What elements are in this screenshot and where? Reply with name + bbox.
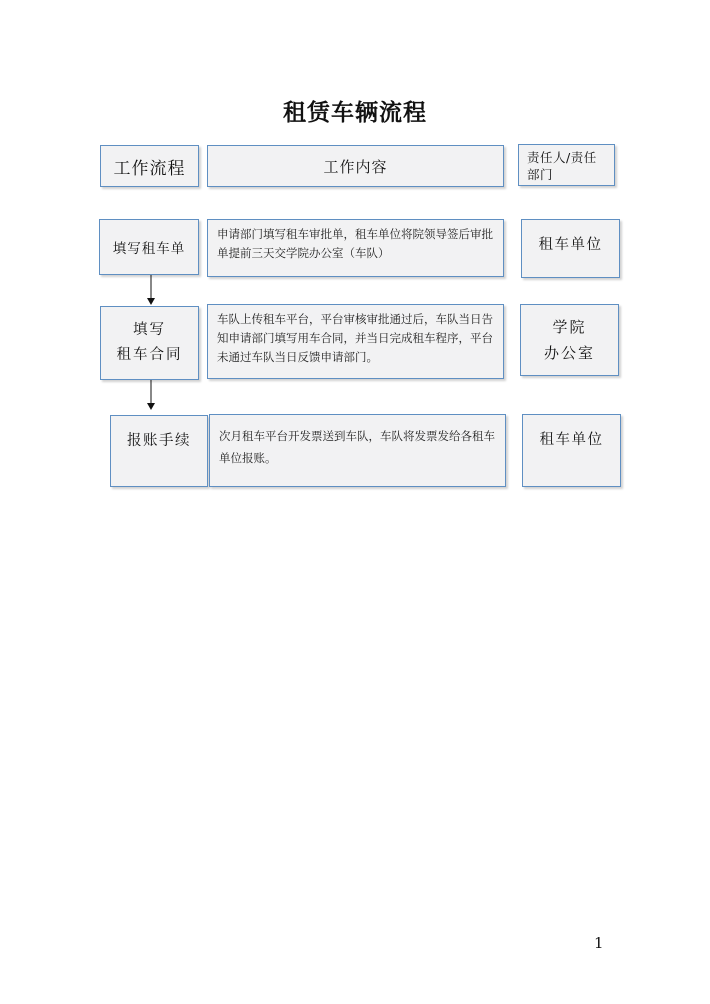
header-workflow: 工作流程 xyxy=(100,145,199,187)
header-responsible: 责任人/责任部门 xyxy=(518,144,615,186)
header-work-content: 工作内容 xyxy=(207,145,504,187)
step-label-line1: 填写 xyxy=(133,322,166,338)
flow-arrow-2 xyxy=(144,380,158,412)
step-fill-rental-form: 填写租车单 xyxy=(99,219,199,275)
page-title: 租赁车辆流程 xyxy=(283,99,427,126)
step-label-line2: 租车合同 xyxy=(116,347,183,363)
page-number: 1 xyxy=(594,934,604,952)
content-fill-rental-contract: 车队上传租车平台，平台审核审批通过后，车队当日告知申请部门填写用车合同，并当日完成租车程序，平台未通过车队当日反馈申请部门。 xyxy=(207,304,504,379)
content-fill-rental-form: 申请部门填写租车审批单，租车单位将院领导签后审批单提前三天交学院办公室（车队） xyxy=(207,219,504,277)
flow-arrow-1 xyxy=(144,275,158,307)
responsible-rental-unit-1: 租车单位 xyxy=(521,219,620,278)
responsible-rental-unit-2: 租车单位 xyxy=(522,414,621,487)
step-fill-rental-contract xyxy=(100,306,199,380)
responsible-college-office xyxy=(520,304,619,376)
content-reimbursement: 次月租车平台开发票送到车队，车队将发票发给各租车单位报账。 xyxy=(209,414,506,487)
step-reimbursement: 报账手续 xyxy=(110,415,208,487)
responsible-line2: 办公室 xyxy=(543,344,595,362)
responsible-line1: 学院 xyxy=(552,318,587,336)
